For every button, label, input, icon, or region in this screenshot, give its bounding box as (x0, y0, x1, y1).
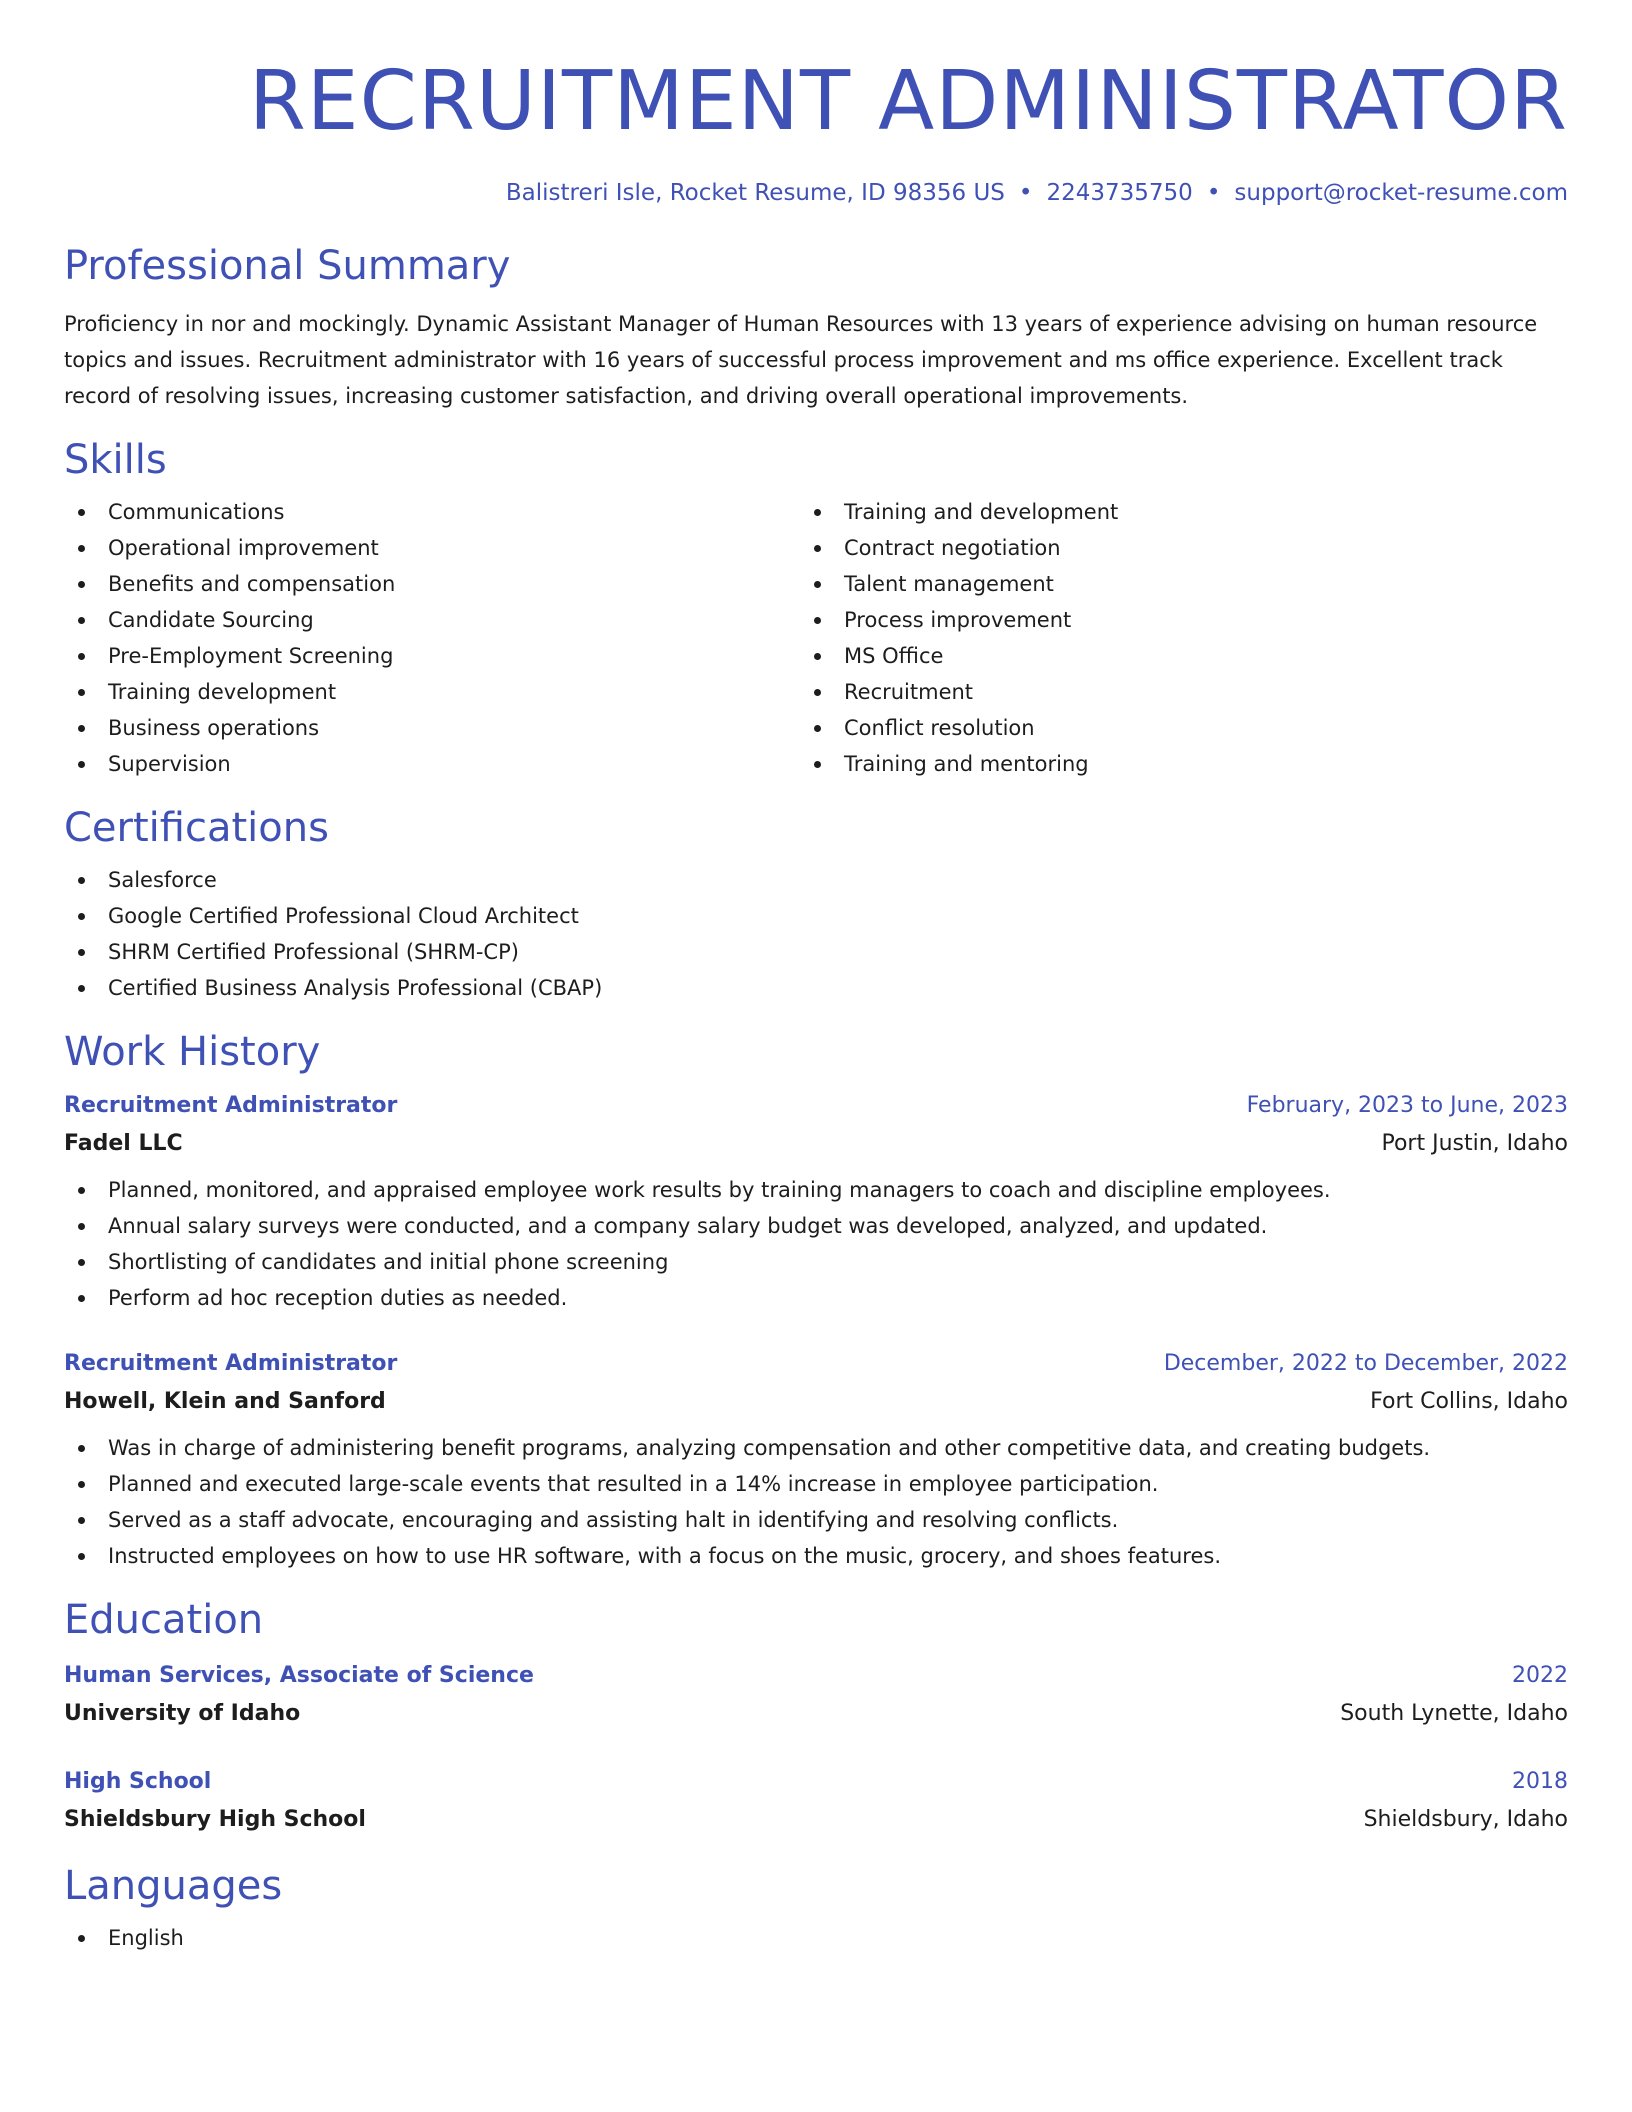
skill-item: Training development (64, 674, 800, 710)
job-bullets (64, 1172, 1568, 1316)
bullet-icon (78, 1223, 85, 1230)
section-title-summary: Professional Summary (64, 243, 511, 289)
job-bullet: Served as a staff advocate, encouraging and assisting halt in identifying and resolving conflicts. (64, 1502, 1568, 1538)
education-location: Shieldsbury, Idaho (1363, 1807, 1568, 1832)
bullet-icon (78, 761, 85, 768)
bullet-icon (78, 877, 85, 884)
skill-item: Supervision (64, 746, 800, 782)
job-bullet: Annual salary surveys were conducted, and a company salary budget was developed, analyzed, and updated. (64, 1208, 1568, 1244)
job-bullet: Planned and executed large-scale events that resulted in a 14% increase in employee participation. (64, 1466, 1568, 1502)
work-entry-subheader (64, 1124, 1568, 1164)
skill-item: Process improvement (800, 602, 1536, 638)
job-bullet: Shortlisting of candidates and initial phone screening (64, 1244, 1568, 1280)
section-title-languages: Languages (64, 1863, 283, 1909)
bullet-icon (78, 617, 85, 624)
contact-email: support@rocket-resume.com (1234, 180, 1568, 206)
bullet-icon (78, 653, 85, 660)
work-entry (64, 1088, 1568, 1316)
job-role: Recruitment Administrator (64, 1093, 398, 1118)
skill-item: Pre-Employment Screening (64, 638, 800, 674)
bullet-icon (78, 689, 85, 696)
certification-item: SHRM Certified Professional (SHRM-CP) (64, 934, 1568, 970)
education-entry (64, 1764, 1568, 1840)
skill-item: Conflict resolution (800, 710, 1536, 746)
contact-line (64, 178, 1568, 208)
education-location: South Lynette, Idaho (1340, 1701, 1568, 1726)
bullet-icon (78, 1259, 85, 1266)
job-dates: December, 2022 to December, 2022 (1163, 1351, 1568, 1376)
bullet-icon (78, 1481, 85, 1488)
bullet-icon (78, 1935, 85, 1942)
work-entry (64, 1346, 1568, 1574)
education-year: 2018 (1512, 1769, 1568, 1794)
skill-item: Candidate Sourcing (64, 602, 800, 638)
skill-item: Training and development (800, 494, 1536, 530)
education-degree: High School (64, 1769, 212, 1794)
education-entry-header (64, 1764, 1568, 1800)
bullet-icon (814, 617, 821, 624)
bullet-icon (78, 1553, 85, 1560)
section-title-work-history: Work History (64, 1029, 321, 1075)
job-bullet: Was in charge of administering benefit programs, analyzing compensation and other competitive data, and creating budgets. (64, 1430, 1568, 1466)
bullet-icon (78, 725, 85, 732)
work-entry-header (64, 1088, 1568, 1124)
education-entry (64, 1658, 1568, 1734)
job-dates: February, 2023 to June, 2023 (1246, 1093, 1568, 1118)
skill-item: Contract negotiation (800, 530, 1536, 566)
languages-list (64, 1920, 1568, 1956)
section-title-education: Education (64, 1597, 264, 1643)
bullet-icon (814, 689, 821, 696)
job-location: Fort Collins, Idaho (1370, 1389, 1568, 1414)
job-bullet: Planned, monitored, and appraised employee work results by training managers to coach and discipline employees. (64, 1172, 1568, 1208)
language-item: English (64, 1920, 1568, 1956)
bullet-icon (78, 1517, 85, 1524)
bullet-icon (78, 949, 85, 956)
bullet-icon (78, 1445, 85, 1452)
skill-item: Benefits and compensation (64, 566, 800, 602)
resume-name-title: RECRUITMENT ADMINISTRATOR (248, 54, 1568, 149)
skill-item: MS Office (800, 638, 1536, 674)
separator-dot: • (1206, 180, 1221, 206)
section-title-skills: Skills (64, 437, 167, 483)
education-entry-subheader (64, 1800, 1568, 1840)
bullet-icon (78, 545, 85, 552)
skills-grid (64, 494, 1568, 782)
education-degree: Human Services, Associate of Science (64, 1663, 534, 1688)
job-role: Recruitment Administrator (64, 1351, 398, 1376)
job-company: Howell, Klein and Sanford (64, 1389, 386, 1414)
job-bullet: Instructed employees on how to use HR software, with a focus on the music, grocery, and shoes features. (64, 1538, 1568, 1574)
bullet-icon (814, 725, 821, 732)
contact-address: Balistreri Isle, Rocket Resume, ID 98356 US (505, 180, 1005, 206)
education-entry-subheader (64, 1694, 1568, 1734)
skill-item: Training and mentoring (800, 746, 1536, 782)
education-school: University of Idaho (64, 1701, 301, 1726)
work-entry-subheader (64, 1382, 1568, 1422)
bullet-icon (78, 985, 85, 992)
skill-item: Recruitment (800, 674, 1536, 710)
bullet-icon (78, 1295, 85, 1302)
certification-item: Google Certified Professional Cloud Architect (64, 898, 1568, 934)
bullet-icon (814, 653, 821, 660)
bullet-icon (78, 913, 85, 920)
bullet-icon (814, 545, 821, 552)
education-school: Shieldsbury High School (64, 1807, 366, 1832)
summary-text: Proficiency in nor and mockingly. Dynamic Assistant Manager of Human Resources with 13 years of experience advising on human resource topics and issues. Recruitment administrator with 16 years of successful process improvement and ms office experience. Excellent track record of resolving issues, increasing customer satisfaction, and driving overall operational improvements. (64, 312, 1538, 408)
certifications-list (64, 862, 1568, 1006)
job-bullet: Perform ad hoc reception duties as needed. (64, 1280, 1568, 1316)
skill-item: Business operations (64, 710, 800, 746)
section-title-certifications: Certifications (64, 805, 329, 851)
contact-phone: 2243735750 (1046, 180, 1193, 206)
skills-list-right (800, 494, 1536, 782)
bullet-icon (78, 509, 85, 516)
skill-item: Communications (64, 494, 800, 530)
job-bullets (64, 1430, 1568, 1574)
bullet-icon (814, 581, 821, 588)
job-company: Fadel LLC (64, 1131, 183, 1156)
skills-list-left (64, 494, 800, 782)
certification-item: Salesforce (64, 862, 1568, 898)
education-year: 2022 (1512, 1663, 1568, 1688)
job-location: Port Justin, Idaho (1381, 1131, 1568, 1156)
bullet-icon (78, 1187, 85, 1194)
work-entry-header (64, 1346, 1568, 1382)
bullet-icon (78, 581, 85, 588)
bullet-icon (814, 509, 821, 516)
separator-dot: • (1018, 180, 1033, 206)
education-entry-header (64, 1658, 1568, 1694)
bullet-icon (814, 761, 821, 768)
skill-item: Operational improvement (64, 530, 800, 566)
skill-item: Talent management (800, 566, 1536, 602)
certification-item: Certified Business Analysis Professional (CBAP) (64, 970, 1568, 1006)
